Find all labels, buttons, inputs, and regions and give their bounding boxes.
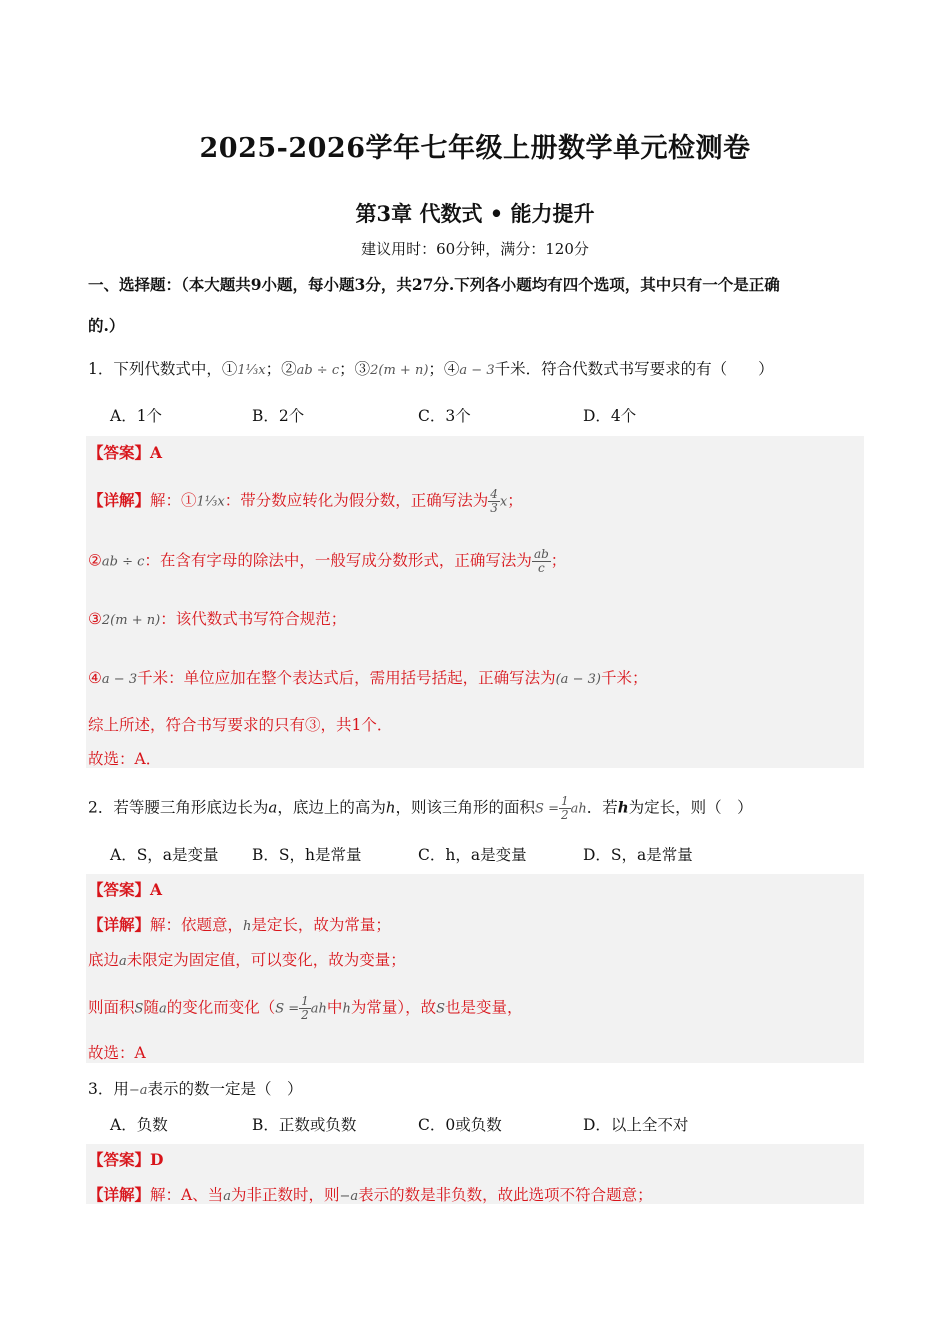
q2-d3-den: 2 [301, 1008, 309, 1022]
q1-d1-var: x [499, 494, 508, 510]
q1-sep1: ；② [265, 360, 297, 378]
q1-d1-b: ：带分数应转化为假分数，正确写法为 [224, 491, 489, 510]
q1-sep2: ；③ [339, 360, 371, 378]
q1-d1-frac-den: 3 [490, 501, 498, 515]
q2-d2-b: 未限定为固定值，可以变化，故为变量； [126, 951, 406, 969]
q2-detail-line2 [88, 948, 406, 970]
q2-d3-b: 随 [143, 998, 159, 1017]
q2-suffix-h: h [617, 798, 629, 817]
q1-d2-frac-num: ab [533, 547, 549, 561]
q2-d3-c: 的变化而变化（ [166, 998, 276, 1017]
q2-option-b[interactable]: B．S，h是常量 [252, 846, 362, 864]
q3-detail-line1 [88, 1183, 653, 1205]
q2-detail-line4: 故选：A [88, 1044, 146, 1062]
q2-d3-e: 为常量），故 [350, 998, 437, 1017]
q2-frac-num: 1 [560, 794, 569, 808]
q1-d2-frac-den: c [537, 561, 545, 575]
q1-d3-expr: 2(m + n) [101, 613, 161, 628]
q1-detail-line2 [88, 548, 566, 575]
q1-expr1: 1⅓x [237, 363, 266, 378]
q1-d4-expr2: (a − 3) [555, 672, 601, 687]
q2-option-a[interactable]: A．S，a是变量 [110, 846, 219, 864]
q3-option-b[interactable]: B．正数或负数 [252, 1116, 357, 1134]
q1-detail-tag: 【详解】 [88, 490, 151, 510]
q3-d1-c: 表示的数是非负数，故此选项不符合题意； [358, 1186, 653, 1204]
q2-frac-den: 2 [560, 808, 569, 822]
q1-d2-expr: ab ÷ c [101, 554, 145, 570]
q2-prefix: 2．若等腰三角形底边长为 [88, 798, 269, 817]
q2-formula-s: S = [535, 801, 559, 817]
section-heading-line2: 的.） [88, 316, 125, 335]
q2-var-a: a [268, 798, 278, 817]
q1-d4-expr: a − 3 [101, 672, 138, 687]
q1-option-b[interactable]: B．2个 [252, 407, 305, 425]
q1-option-a[interactable]: A．1个 [110, 407, 163, 425]
q2-suffix-a: ．若 [586, 798, 618, 817]
page-title: 2025-2026学年七年级上册数学单元检测卷 [199, 133, 751, 164]
q2-d3-d: 中 [326, 998, 343, 1017]
q2-d1-a: 解：依题意， [150, 916, 244, 934]
q2-formula-fraction [559, 795, 571, 822]
q1-answer: 【答案】A [88, 443, 163, 462]
q1-d1-expr: 1⅓x [196, 494, 225, 510]
q2-answer: 【答案】A [88, 880, 163, 899]
q1-d2-b: ：在含有字母的除法中，一般写成分数形式，正确写法为 [144, 551, 532, 570]
q2-mid2: ，则该三角形的面积 [395, 798, 536, 817]
q1-option-c[interactable]: C．3个 [418, 407, 471, 425]
q2-d3-f: 也是变量， [444, 998, 523, 1017]
q3-suffix: 表示的数一定是（ ） [147, 1080, 303, 1098]
q1-d4-b: 千米：单位应加在整个表达式后，需用括号括起，正确写法为 [137, 669, 556, 687]
section-heading-line1: 一、选择题：（本大题共9小题，每小题3分，共27分.下列各小题均有四个选项，其中只有一个是正确 [88, 275, 780, 294]
question-2 [88, 795, 753, 822]
q3-expr: −a [128, 1083, 148, 1098]
q1-d2-a: ② [88, 551, 102, 570]
q3-d1-expr: −a [339, 1189, 359, 1204]
q1-detail-line5: 综上所述，符合书写要求的只有③，共1个． [88, 716, 393, 734]
q2-option-d[interactable]: D．S，a是常量 [583, 846, 693, 864]
q3-answer: 【答案】D [88, 1150, 164, 1169]
q1-d4-a: ④ [88, 669, 102, 687]
q2-option-c[interactable]: C．h，a是变量 [418, 846, 527, 864]
q2-var-h: h [385, 798, 396, 817]
q2-formula-ah: ah [570, 801, 587, 817]
q1-detail-line6: 故选：A． [88, 750, 162, 768]
q2-detail-line1 [88, 913, 391, 935]
q3-option-c[interactable]: C．0或负数 [418, 1116, 502, 1134]
q2-d3-formula-s: S = [275, 1001, 300, 1017]
q1-expr2: ab ÷ c [296, 363, 340, 378]
q2-detail-line3 [88, 995, 523, 1022]
q2-d3-s2: S [436, 1001, 445, 1017]
q3-d1-a: 解：A、当 [150, 1186, 224, 1204]
q1-option-d[interactable]: D．4个 [583, 407, 637, 425]
time-note: 建议用时：60分钟，满分：120分 [361, 240, 589, 258]
q2-d3-h: h [342, 1001, 351, 1017]
q3-detail-tag: 【详解】 [88, 1185, 151, 1204]
q2-d2-a: 底边 [88, 951, 120, 969]
q2-d3-a: 则面积 [88, 998, 135, 1017]
question-1 [88, 357, 774, 379]
q2-d2-var: a [119, 954, 127, 969]
q3-option-d[interactable]: D．以上全不对 [583, 1116, 689, 1134]
q3-prefix: 3．用 [88, 1080, 129, 1098]
q2-d1-h: h [243, 919, 252, 934]
q2-d3-num: 1 [301, 994, 309, 1008]
q1-detail-line3 [88, 607, 346, 629]
q3-d1-var: a [223, 1189, 231, 1204]
q2-d3-fraction [299, 995, 311, 1022]
q2-d3-ah: ah [310, 1001, 327, 1017]
q1-d1-end: ； [507, 491, 523, 510]
q3-option-a[interactable]: A．负数 [110, 1116, 168, 1134]
q1-expr3: 2(m + n) [370, 363, 429, 378]
q1-detail-line1 [88, 488, 523, 515]
q1-sep3: ；④ [428, 360, 460, 378]
q1-d1-a: 解：① [150, 491, 197, 510]
q1-expr4: a − 3 [459, 363, 495, 378]
q2-d3-s: S [134, 1001, 144, 1017]
q1-d3-a: ③ [88, 610, 102, 628]
q1-suffix: 千米．符合代数式书写要求的有（ ） [494, 360, 774, 378]
q2-d3-var: a [158, 1001, 167, 1017]
q1-d1-fraction [488, 488, 500, 515]
chapter-subtitle: 第3章 代数式 • 能力提升 [355, 201, 595, 226]
q1-d4-end: 千米； [600, 669, 648, 687]
q3-d1-b: 为非正数时，则 [230, 1186, 340, 1204]
q1-d1-frac-num: 4 [490, 487, 498, 501]
q2-mid1: ，底边上的高为 [277, 798, 386, 817]
q1-detail-line4 [88, 666, 647, 688]
q2-detail-tag: 【详解】 [88, 915, 151, 934]
q2-suffix-b: 为定长，则（ ） [628, 798, 753, 817]
question-3 [88, 1077, 303, 1099]
q2-d1-b: 是定长，故为常量； [251, 916, 391, 934]
q1-d2-fraction [532, 548, 551, 575]
q1-prefix: 1．下列代数式中，① [88, 360, 238, 378]
q1-d3-b: ：该代数式书写符合规范； [160, 610, 347, 628]
q1-d2-end: ； [550, 551, 567, 570]
